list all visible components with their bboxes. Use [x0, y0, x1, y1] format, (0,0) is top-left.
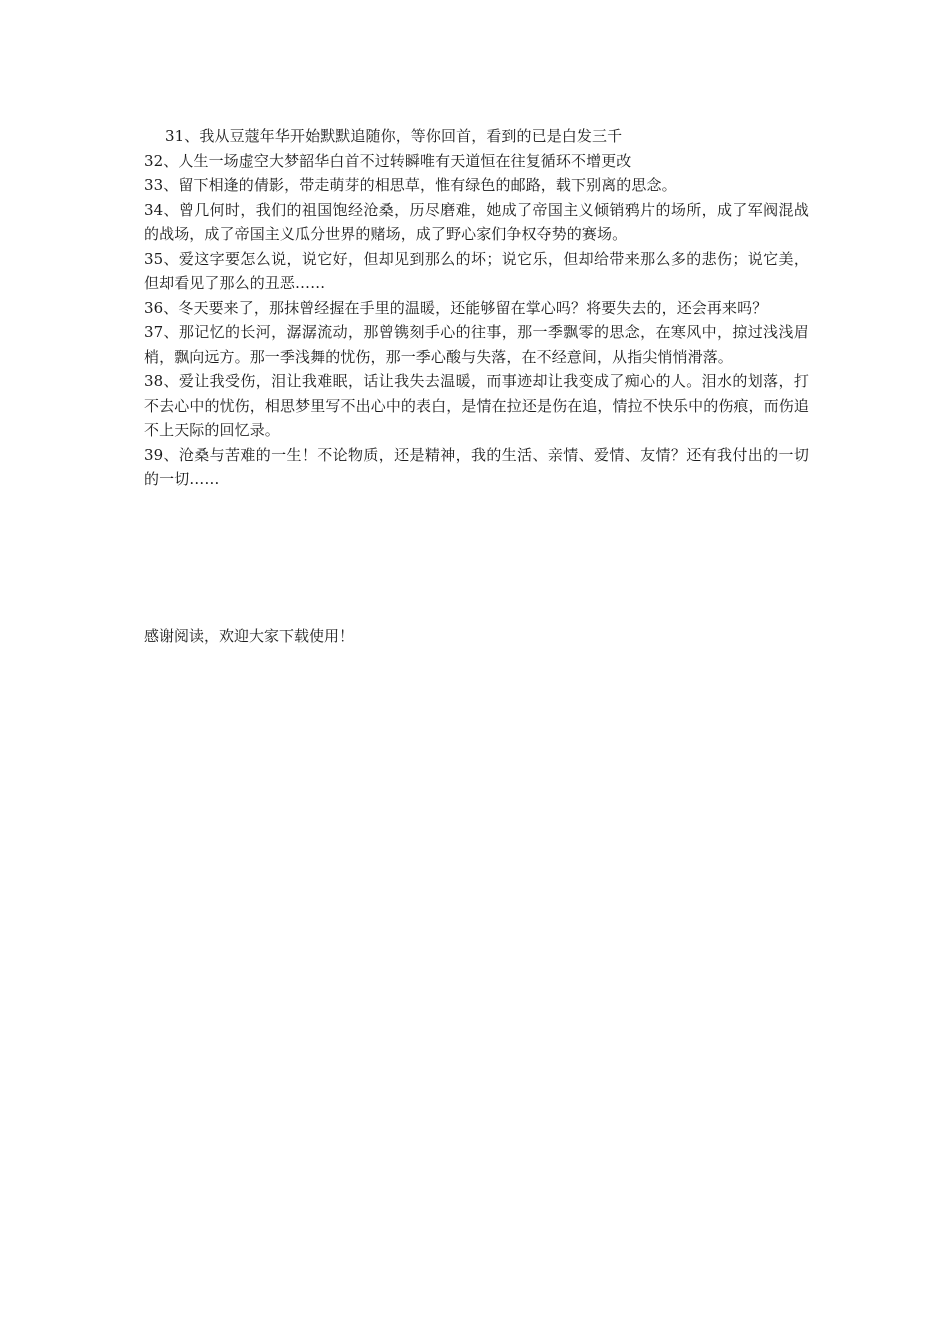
paragraph-32: 32、人生一场虚空大梦韶华白首不过转瞬唯有天道恒在往复循环不增更改 [144, 151, 632, 170]
document-body [144, 124, 809, 492]
paragraph-37: 37、那记忆的长河，潺潺流动，那曾镌刻手心的往事，那一季飘零的思念，在寒风中，掠过浅浅眉梢，飘向远方。那一季浅舞的忧伤，那一季心酸与失落，在不经意间，从指尖悄悄滑落。 [144, 323, 809, 366]
paragraph-34: 34、曾几何时，我们的祖国饱经沧桑，历尽磨难，她成了帝国主义倾销鸦片的场所，成了军阀混战的战场，成了帝国主义瓜分世界的赌场，成了野心家们争权夺势的赛场。 [144, 200, 809, 243]
paragraph-36: 36、冬天要来了，那抹曾经握在手里的温暖，还能够留在掌心吗？将要失去的，还会再来吗？ [144, 298, 768, 317]
paragraph-38: 38、爱让我受伤，泪让我难眠，话让我失去温暖，而事迹却让我变成了痴心的人。泪水的划落，打不去心中的忧伤，相思梦里写不出心中的表白，是情在拉还是伤在追，情拉不快乐中的伤痕，而伤追不上天际的回忆录。 [144, 372, 809, 439]
paragraph-35: 35、爱这字要怎么说，说它好，但却见到那么的坏；说它乐，但却给带来那么多的悲伤；说它美，但却看见了那么的丑恶…… [144, 249, 809, 292]
paragraph-33: 33、留下相逢的倩影，带走萌芽的相思草，惟有绿色的邮路，载下别离的思念。 [144, 176, 677, 194]
paragraph-39: 39、沧桑与苦难的一生！不论物质，还是精神，我的生活、亲情、爱情、友情？还有我付出的一切的一切…… [144, 445, 809, 488]
closing-note: 感谢阅读，欢迎大家下载使用！ [144, 627, 355, 645]
paragraph-31: 31、我从豆蔻年华开始默默追随你，等你回首，看到的已是白发三千 [165, 127, 623, 145]
